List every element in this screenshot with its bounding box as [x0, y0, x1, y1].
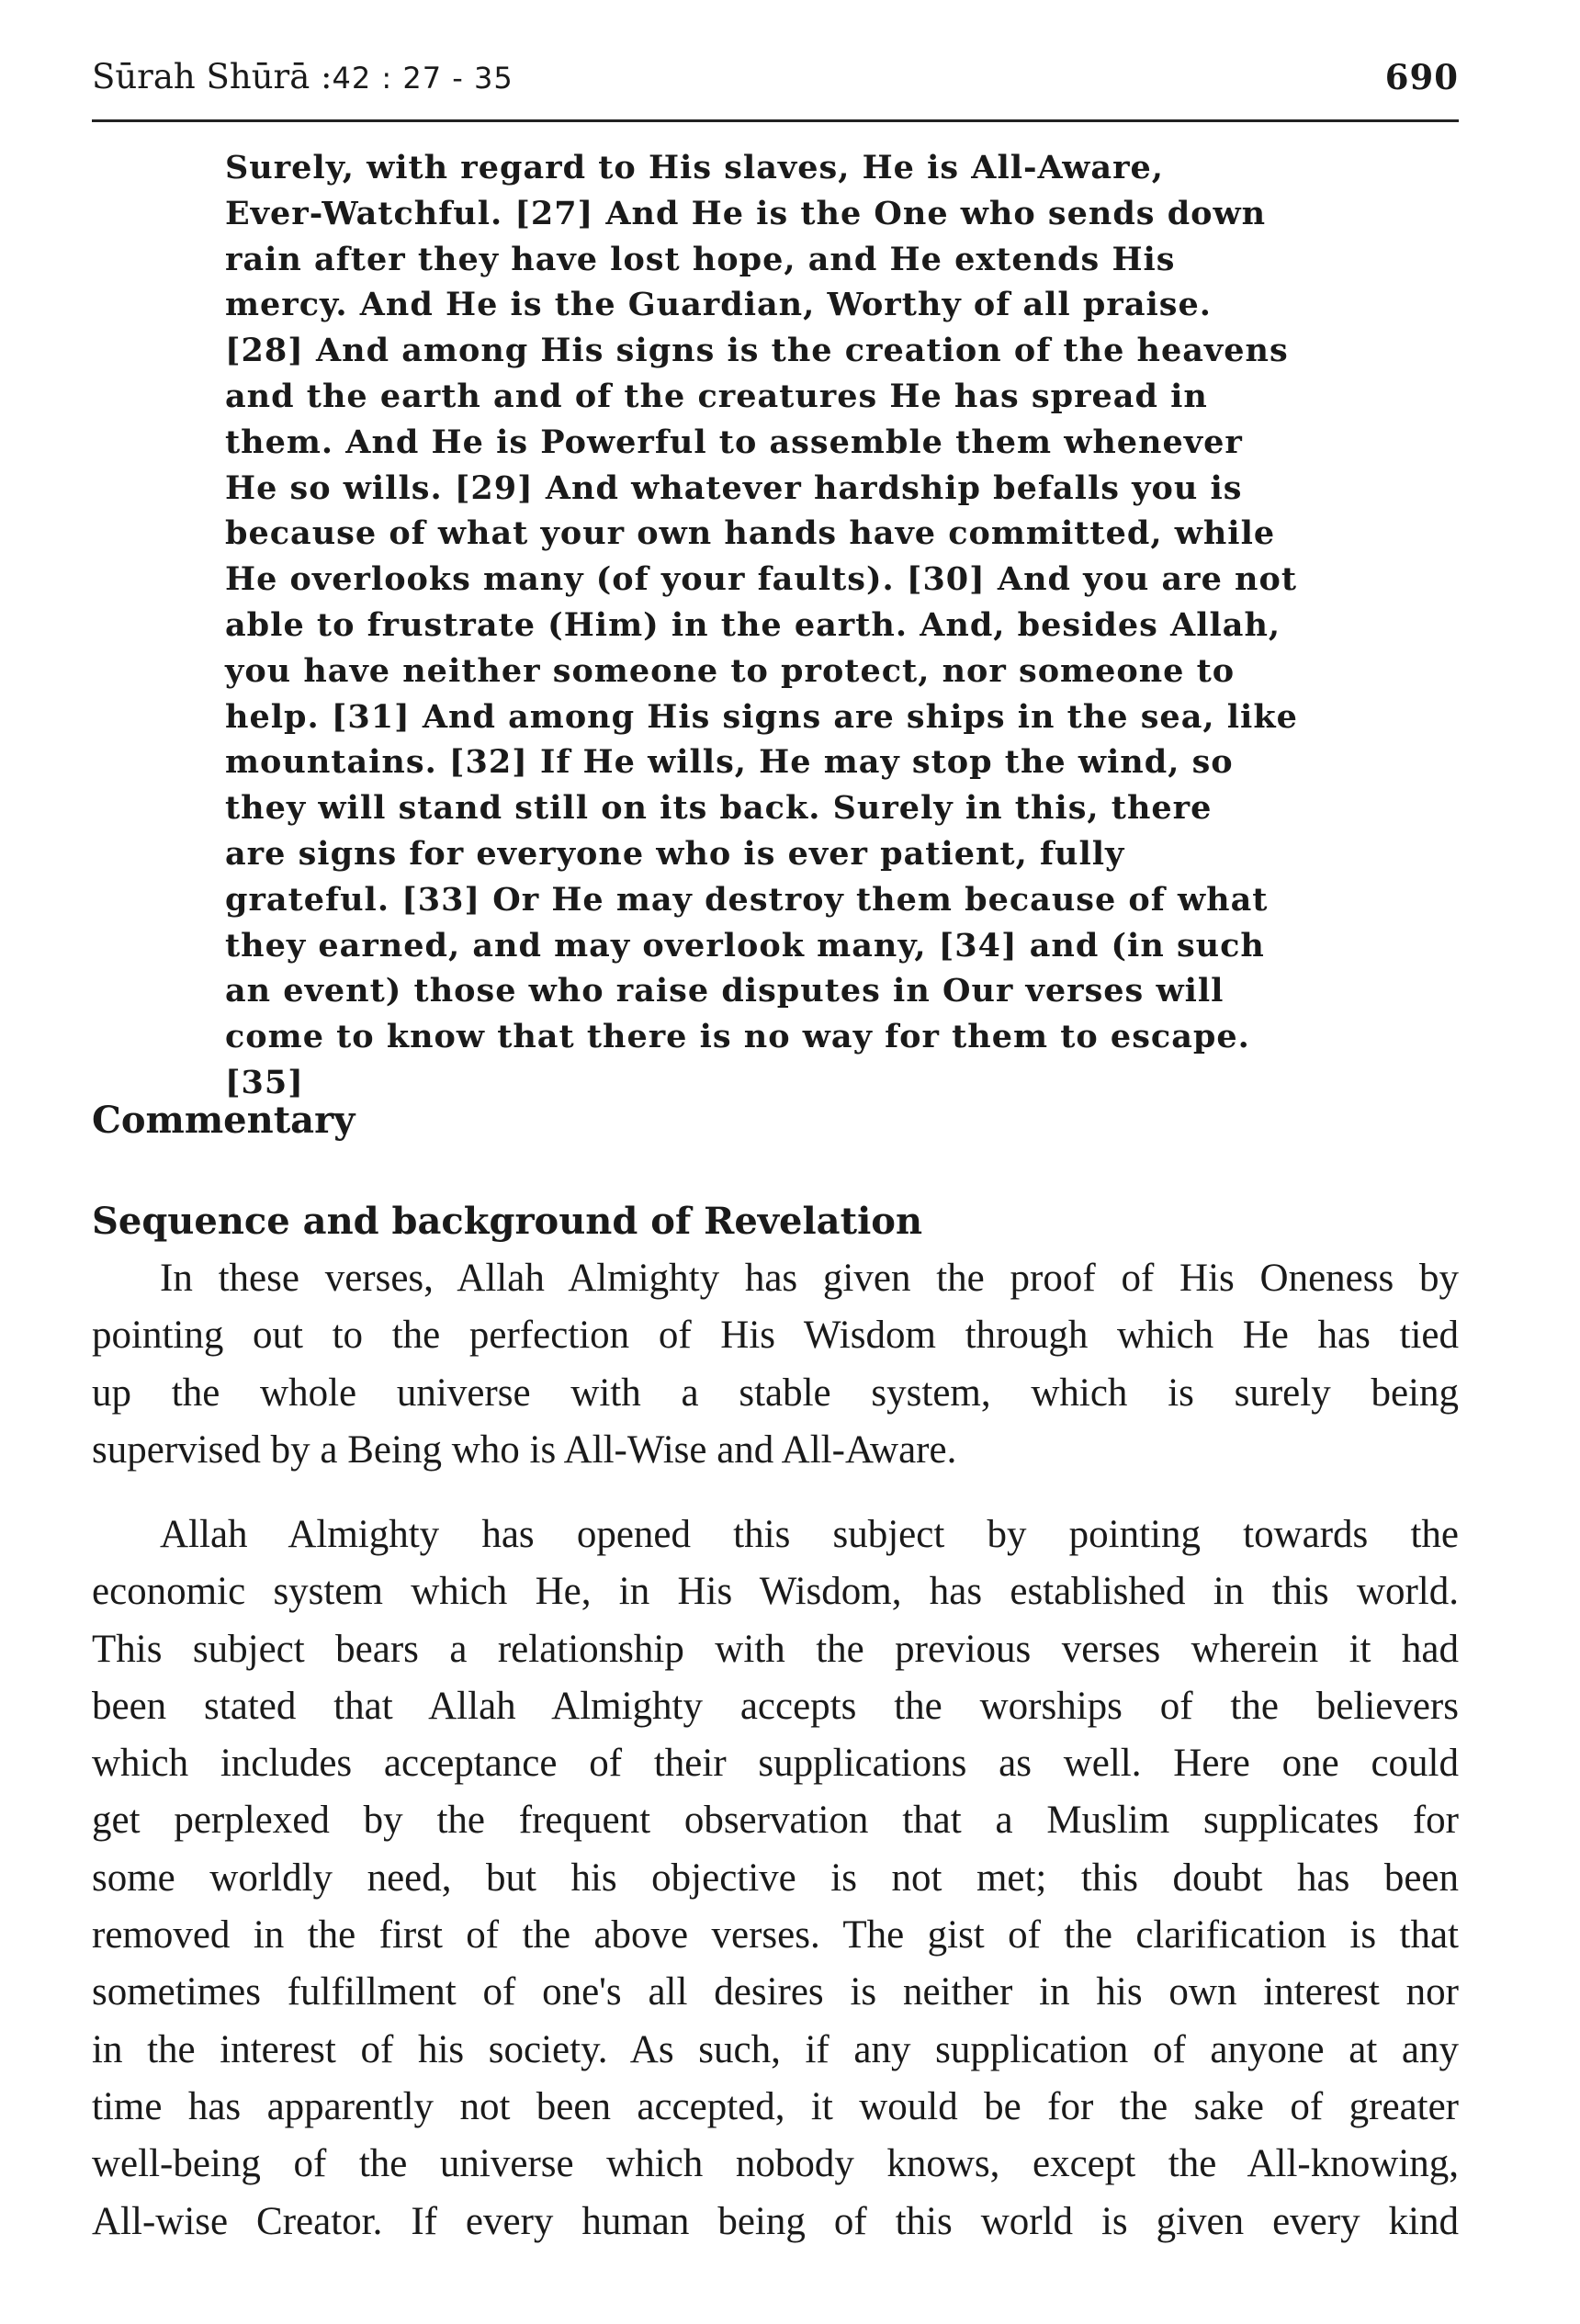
- paragraph-line: removed in the first of the above verses. The gist of the clarification is that: [92, 1913, 1459, 1957]
- paragraph-line: supervised by a Being who is All-Wise and All-Aware.: [92, 1427, 957, 1472]
- page-header: [92, 57, 1459, 112]
- paragraph-line: All-wise Creator. If every human being of this world is given every kind: [92, 2199, 1459, 2243]
- verse-line: grateful. [33] Or He may destroy them because of what: [225, 880, 1269, 919]
- verse-line: [28] And among His signs is the creation of the heavens: [225, 332, 1289, 370]
- verse-line: Surely, with regard to His slaves, He is All-Aware,: [225, 149, 1164, 186]
- verse-line: because of what your own hands have committed, while: [225, 514, 1276, 553]
- paragraph-line: been stated that Allah Almighty accepts the worships of the believers: [92, 1684, 1459, 1728]
- paragraph-line: In these verses, Allah Almighty has given the proof of His Oneness by: [160, 1257, 1459, 1300]
- translation-block: [225, 145, 1318, 1106]
- paragraph-line: economic system which He, in His Wisdom, has established in this world.: [92, 1570, 1459, 1614]
- verse-line: an event) those who raise disputes in Our verses will: [225, 972, 1224, 1010]
- verse-line: are signs for everyone who is ever patient, fully: [225, 834, 1125, 873]
- verse-line: they earned, and may overlook many, [34] and (in such: [225, 926, 1265, 965]
- paragraph-line: sometimes fulfillment of one's all desires is neither in his own interest nor: [92, 1970, 1459, 2014]
- verse-line: them. And He is Powerful to assemble them whenever: [225, 423, 1243, 461]
- section-heading: Sequence and background of Revelation: [92, 1200, 923, 1243]
- paragraph-line: time has apparently not been accepted, it would be for the sake of greater: [92, 2084, 1459, 2128]
- paragraph-line: some worldly need, but his objective is not met; this doubt has been: [92, 1856, 1459, 1900]
- page-number: 690: [1384, 57, 1459, 97]
- verse-line: mercy. And He is the Guardian, Worthy of all praise.: [225, 286, 1212, 324]
- verse-line: help. [31] And among His signs are ships in the sea, like: [225, 697, 1298, 736]
- verse-line: rain after they have lost hope, and He extends His: [225, 240, 1176, 278]
- verse-line: able to frustrate (Him) in the earth. And, besides Allah,: [225, 605, 1281, 644]
- verse-line: you have neither someone to protect, nor someone to: [225, 651, 1236, 690]
- paragraph-line: Allah Almighty has opened this subject by pointing towards the: [160, 1513, 1459, 1556]
- paragraph-line: This subject bears a relationship with the previous verses wherein it had: [92, 1627, 1459, 1671]
- verse-line: mountains. [32] If He wills, He may stop the wind, so: [225, 743, 1234, 782]
- paragraph-line: get perplexed by the frequent observation that a Muslim supplicates for: [92, 1799, 1459, 1843]
- running-title: [92, 57, 514, 96]
- commentary-heading: Commentary: [92, 1099, 356, 1142]
- paragraph-2: [92, 1506, 1459, 2251]
- header-rule: [92, 119, 1459, 122]
- paragraph-1: [92, 1250, 1459, 1479]
- paragraph-line: well-being of the universe which nobody knows, except the All-knowing,: [92, 2142, 1459, 2186]
- verse-line: and the earth and of the creatures He has spread in: [225, 377, 1208, 415]
- verse-reference: 42 : 27 - 35: [332, 61, 514, 96]
- verse-line: He so wills. [29] And whatever hardship befalls you is: [225, 468, 1243, 507]
- paragraph-line: in the interest of his society. As such, if any supplication of anyone at any: [92, 2027, 1459, 2071]
- paragraph-line: which includes acceptance of their supplications as well. Here one could: [92, 1742, 1459, 1786]
- verse-line: He overlooks many (of your faults). [30] And you are not: [225, 560, 1298, 599]
- paragraph-line: up the whole universe with a stable system, which is surely being: [92, 1371, 1459, 1415]
- paragraph-line: pointing out to the perfection of His Wisdom through which He has tied: [92, 1314, 1459, 1358]
- verse-line: [35]: [225, 1063, 304, 1101]
- surah-name: Sūrah Shūrā :: [92, 57, 333, 96]
- verse-line: they will stand still on its back. Surely in this, there: [225, 789, 1213, 828]
- verse-line: Ever-Watchful. [27] And He is the One who sends down: [225, 194, 1267, 232]
- verse-line: come to know that there is no way for them to escape.: [225, 1018, 1250, 1056]
